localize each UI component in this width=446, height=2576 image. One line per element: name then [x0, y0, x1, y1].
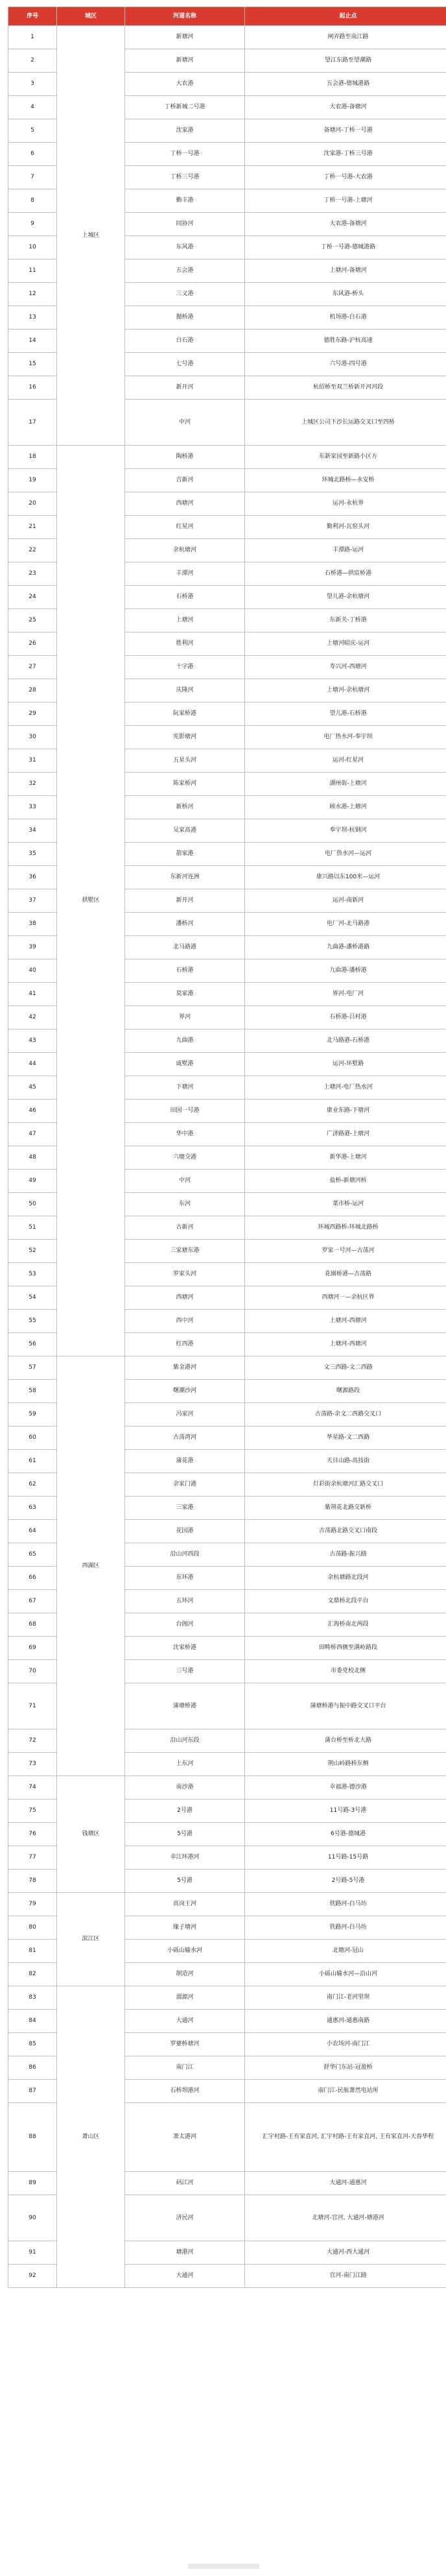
river-range: 天目山路-高技街: [245, 1450, 446, 1473]
river-name: 北马路港: [125, 936, 245, 959]
river-name: 新桥河: [125, 796, 245, 819]
row-number: 74: [8, 1776, 57, 1800]
row-number: 32: [8, 773, 57, 796]
river-name: 东风港: [125, 236, 245, 259]
row-number: 54: [8, 1286, 57, 1310]
river-range: 荆山岭路桥东侧: [245, 1753, 446, 1776]
river-range: 运河-南新河: [245, 889, 446, 913]
row-number: 28: [8, 679, 57, 703]
river-name: 丁桥新城二号港: [125, 96, 245, 119]
row-number: 30: [8, 726, 57, 749]
river-name: 西中河: [125, 1310, 245, 1333]
river-range: 曙源路段: [245, 1380, 446, 1403]
row-number: 63: [8, 1497, 57, 1520]
river-range: 备塘河-丁桥一号港: [245, 119, 446, 143]
row-number: 58: [8, 1380, 57, 1403]
river-range: 上塘河昭庆-运河: [245, 632, 446, 656]
table-row: [8, 446, 446, 469]
river-range: 运河-环墅路: [245, 1053, 446, 1076]
row-number: 44: [8, 1053, 57, 1076]
row-number: 81: [8, 1940, 57, 1963]
river-range: 丁桥一号港-上塘河: [245, 189, 446, 213]
row-number: 72: [8, 1729, 57, 1753]
river-range: 上塘河-备塘河: [245, 259, 446, 283]
river-name: 界河: [125, 1006, 245, 1029]
river-name: 幸江环港河: [125, 1846, 245, 1870]
row-number: 76: [8, 1823, 57, 1846]
row-number: 11: [8, 259, 57, 283]
river-range: 北马路港-石桥港: [245, 1029, 446, 1053]
river-name: 丰潭河: [125, 562, 245, 586]
river-range: 铁路河-白马坊: [245, 1916, 446, 1940]
river-name: 下塘河: [125, 1076, 245, 1100]
river-range: 新华港-上塘河: [245, 1146, 446, 1170]
row-number: 7: [8, 166, 57, 189]
row-number: 68: [8, 1613, 57, 1637]
river-name: 五环河: [125, 1590, 245, 1613]
row-number: 77: [8, 1846, 57, 1870]
river-range: 东风港-桥头: [245, 283, 446, 306]
row-number: 4: [8, 96, 57, 119]
row-number: 55: [8, 1310, 57, 1333]
district-cell: 滨江区: [57, 1893, 125, 1986]
river-name: 白石港: [125, 330, 245, 353]
river-name: 花园港: [125, 1520, 245, 1543]
row-number: 60: [8, 1426, 57, 1450]
river-name: 抛桥港: [125, 306, 245, 330]
row-number: 86: [8, 2056, 57, 2080]
river-name: 石桥港: [125, 959, 245, 983]
river-range: 罗家一号河—古荡河: [245, 1240, 446, 1263]
river-name: 古新河: [125, 1216, 245, 1240]
row-number: 3: [8, 73, 57, 96]
row-number: 69: [8, 1637, 57, 1660]
row-number: 85: [8, 2033, 57, 2056]
river-name: 西塘河: [125, 1286, 245, 1310]
river-range: 石桥港—拱宸桥港: [245, 562, 446, 586]
river-range: 界河-电厂河: [245, 983, 446, 1006]
river-range: 官河-南门江路: [245, 2265, 446, 2288]
river-range: 机场港-白石港: [245, 306, 446, 330]
row-number: 19: [8, 469, 57, 492]
river-name: 中河: [125, 400, 245, 446]
row-number: 42: [8, 1006, 57, 1029]
row-number: 22: [8, 539, 57, 562]
river-range: 花園桥港—古荡路: [245, 1263, 446, 1286]
row-number: 37: [8, 889, 57, 913]
river-name: 沿山河西段: [125, 1543, 245, 1567]
river-name: 5号港: [125, 1870, 245, 1893]
river-range: 丁桥一号港-德城港路: [245, 236, 446, 259]
river-name: 五星头河: [125, 749, 245, 773]
river-range: 丁桥一号港-大农港: [245, 166, 446, 189]
river-name: 丁桥一号港: [125, 143, 245, 166]
river-name: 十字港: [125, 656, 245, 679]
river-range: 九曲港-潘桥港: [245, 959, 446, 983]
row-number: 36: [8, 866, 57, 889]
row-number: 40: [8, 959, 57, 983]
river-range: 铁路河-白马坊: [245, 1893, 446, 1916]
river-name: 三家塘东港: [125, 1240, 245, 1263]
row-number: 35: [8, 843, 57, 866]
river-name: 箭家港: [125, 843, 245, 866]
river-range: 蒲塘桥港与振中路交叉口平台: [245, 1683, 446, 1729]
row-number: 23: [8, 562, 57, 586]
river-range: 上塘河-西塘河: [245, 1333, 446, 1356]
river-name: 潘桥河: [125, 913, 245, 936]
river-range: 运河-永杭界: [245, 492, 446, 516]
river-range: 望儿港-余杭塘河: [245, 586, 446, 609]
river-name: 罗家头河: [125, 1263, 245, 1286]
row-number: 66: [8, 1567, 57, 1590]
river-name: 三义港: [125, 283, 245, 306]
row-number: 59: [8, 1403, 57, 1426]
river-range: 六号港-四号港: [245, 353, 446, 376]
river-name: 大通河: [125, 2010, 245, 2033]
table-row: [8, 1776, 446, 1800]
row-number: 62: [8, 1473, 57, 1497]
district-cell: 上城区: [57, 26, 125, 446]
river-name: 九曲港: [125, 1029, 245, 1053]
river-range: 湖州街-上塘河: [245, 773, 446, 796]
row-number: 12: [8, 283, 57, 306]
row-number: 80: [8, 1916, 57, 1940]
river-range: 沈家港-丁桥三号港: [245, 143, 446, 166]
river-range: 通惠河-通惠南路: [245, 2010, 446, 2033]
table-row: [8, 26, 446, 49]
river-range: 余杭塘路北段河: [245, 1567, 446, 1590]
river-name: 同协河: [125, 213, 245, 236]
river-name: 宪影塘河: [125, 726, 245, 749]
row-number: 31: [8, 749, 57, 773]
row-number: 45: [8, 1076, 57, 1100]
river-name: 三家港: [125, 1497, 245, 1520]
river-name: 大通河: [125, 2265, 245, 2288]
river-range: 田畴桥西侧至满岭路段: [245, 1637, 446, 1660]
river-range: 小砾山输水河—沿山河: [245, 1963, 446, 1986]
river-range: 南门江-老河里坝: [245, 1986, 446, 2010]
river-name: 紫金港河: [125, 1356, 245, 1380]
river-range: 康业东路-下塘河: [245, 1100, 446, 1123]
river-range: 电厂热水河-奉宇坝: [245, 726, 446, 749]
river-range: 九曲港-潘桥港路: [245, 936, 446, 959]
district-cell: 钱塘区: [57, 1776, 125, 1893]
river-range: 五会港-德城港路: [245, 73, 446, 96]
row-number: 2: [8, 49, 57, 73]
river-name: 新开河: [125, 889, 245, 913]
river-name: 古荡湾河: [125, 1426, 245, 1450]
river-range: 大农港-备塘河: [245, 96, 446, 119]
row-number: 57: [8, 1356, 57, 1380]
river-range: 上塘河-西塘河: [245, 1310, 446, 1333]
river-name: 沈家桥港: [125, 1637, 245, 1660]
river-name: 东环港: [125, 1567, 245, 1590]
river-range: 闸弄路至南江路: [245, 26, 446, 49]
river-name: 台阁河: [125, 1613, 245, 1637]
row-number: 75: [8, 1800, 57, 1823]
river-name: 七号港: [125, 353, 245, 376]
river-name: 陶桥港: [125, 446, 245, 469]
row-number: 73: [8, 1753, 57, 1776]
river-name: 塘港河: [125, 2241, 245, 2265]
river-name: 中河: [125, 1170, 245, 1193]
river-name: 庆隆河: [125, 679, 245, 703]
river-name: 制造河: [125, 1963, 245, 1986]
row-number: 65: [8, 1543, 57, 1567]
river-table-sheet: [8, 6, 438, 2288]
row-number: 24: [8, 586, 57, 609]
river-name: 南沙港: [125, 1776, 245, 1800]
river-name: 余家门港: [125, 1473, 245, 1497]
river-name: 红西港: [125, 1333, 245, 1356]
table-body: [8, 26, 446, 2288]
district-cell: 西湖区: [57, 1356, 125, 1776]
river-name: 新塘河: [125, 49, 245, 73]
river-name: 曙潮沙河: [125, 1380, 245, 1403]
river-range: 菜市桥-运河: [245, 1193, 446, 1216]
row-number: 70: [8, 1660, 57, 1683]
river-name: 沿山河东段: [125, 1729, 245, 1753]
river-name: 余杭塘河: [125, 539, 245, 562]
row-number: 27: [8, 656, 57, 679]
river-range: 灯彩街余杭塘河汇路交叉口: [245, 1473, 446, 1497]
river-name: 戚墅港: [125, 1053, 245, 1076]
river-range: 寿兴河-西塘河: [245, 656, 446, 679]
river-range: 文鼎桥北段平台: [245, 1590, 446, 1613]
river-range: 紫荆花北路交新桥: [245, 1497, 446, 1520]
row-number: 52: [8, 1240, 57, 1263]
row-number: 89: [8, 2172, 57, 2195]
row-number: 25: [8, 609, 57, 632]
river-range: 丰潭路-运河: [245, 539, 446, 562]
river-name: 新塘河: [125, 26, 245, 49]
river-range: 望儿港-石桥港: [245, 703, 446, 726]
river-name: 码江河: [125, 2172, 245, 2195]
row-number: 39: [8, 936, 57, 959]
river-range: 北塘河-官河, 大通河-塘港河: [245, 2195, 446, 2241]
table-row: [8, 1356, 446, 1380]
row-number: 5: [8, 119, 57, 143]
row-number: 18: [8, 446, 57, 469]
row-number: 83: [8, 1986, 57, 2010]
river-range: 环城北路桥—永安桥: [245, 469, 446, 492]
district-cell: 萧山区: [57, 1986, 125, 2288]
row-number: 51: [8, 1216, 57, 1240]
river-range: 汇海桥南北两段: [245, 1613, 446, 1637]
row-number: 15: [8, 353, 57, 376]
row-number: 16: [8, 376, 57, 400]
river-name: 萧太港河: [125, 2103, 245, 2172]
row-number: 33: [8, 796, 57, 819]
river-name: 石桥港: [125, 586, 245, 609]
river-name: 上塘河: [125, 609, 245, 632]
river-name: 南门江: [125, 2056, 245, 2080]
table-row: [8, 1893, 446, 1916]
river-range: 顾水港-上塘河: [245, 796, 446, 819]
river-range: 北塘河-冠山: [245, 1940, 446, 1963]
river-range: 德胜东路-沪杭高速: [245, 330, 446, 353]
river-name: 东新河连洲: [125, 866, 245, 889]
river-name: 冯家河: [125, 1403, 245, 1426]
header-range: 起止点: [245, 7, 446, 26]
row-number: 79: [8, 1893, 57, 1916]
row-number: 53: [8, 1263, 57, 1286]
river-range: 广济路港-上塘河: [245, 1123, 446, 1146]
row-number: 64: [8, 1520, 57, 1543]
row-number: 87: [8, 2080, 57, 2103]
river-range: 望江东路至望潮路: [245, 49, 446, 73]
river-name: 沈家港: [125, 119, 245, 143]
river-name: 2号港: [125, 1800, 245, 1823]
river-name: 六塘交港: [125, 1146, 245, 1170]
row-number: 9: [8, 213, 57, 236]
row-number: 8: [8, 189, 57, 213]
row-number: 92: [8, 2265, 57, 2288]
row-number: 10: [8, 236, 57, 259]
river-name: 5号港: [125, 1823, 245, 1846]
river-range: 南门江-民航萧然电站所: [245, 2080, 446, 2103]
river-range: 东新家园至新路小区方: [245, 446, 446, 469]
river-name: 吴家高港: [125, 819, 245, 843]
page-footer-bar: [188, 2564, 259, 2569]
row-number: 61: [8, 1450, 57, 1473]
river-name: 石桥坝港河: [125, 2080, 245, 2103]
river-range: 奉宇坝-杭钢河: [245, 819, 446, 843]
row-number: 56: [8, 1333, 57, 1356]
river-name: 丁桥三号港: [125, 166, 245, 189]
header-no: 序号: [8, 7, 57, 26]
river-name: 陈家桥河: [125, 773, 245, 796]
river-range: 东新关-丁桥港: [245, 609, 446, 632]
river-name: 蒲花港: [125, 1450, 245, 1473]
river-name: 东河: [125, 1193, 245, 1216]
river-name: 上东河: [125, 1753, 245, 1776]
river-range: 11号路-3号港: [245, 1800, 446, 1823]
table-header-row: [8, 7, 446, 26]
river-name: 三号港: [125, 1660, 245, 1683]
row-number: 90: [8, 2195, 57, 2241]
river-name: 华中港: [125, 1123, 245, 1146]
row-number: 21: [8, 516, 57, 539]
river-range: 杭绍桥至双兰桥新开河河段: [245, 376, 446, 400]
river-range: 古荡路北路交叉口南段: [245, 1520, 446, 1543]
river-range: 汇宇村路-王有家直河, 汇宇村路-王有家直河, 王有家直河-天春华程: [245, 2103, 446, 2172]
river-name: 莫家港: [125, 983, 245, 1006]
row-number: 34: [8, 819, 57, 843]
row-number: 17: [8, 400, 57, 446]
header-district: 城区: [57, 7, 125, 26]
river-range: 上城区公司下沙长运路交叉口至四桥: [245, 400, 446, 446]
river-range: 2号路-5号港: [245, 1870, 446, 1893]
row-number: 47: [8, 1123, 57, 1146]
river-range: 11号路-15号路: [245, 1846, 446, 1870]
row-number: 1: [8, 26, 57, 49]
river-table: [8, 6, 446, 2288]
river-range: 舒华门东站-冠盈桥: [245, 2056, 446, 2080]
river-name: 吉新河: [125, 469, 245, 492]
river-range: 电厂河-北马路港: [245, 913, 446, 936]
river-range: 文三西路-文二西路: [245, 1356, 446, 1380]
row-number: 6: [8, 143, 57, 166]
river-range: 大通河-通惠河: [245, 2172, 446, 2195]
river-range: 幸福港-德沙港: [245, 1776, 446, 1800]
row-number: 50: [8, 1193, 57, 1216]
district-cell: 拱墅区: [57, 446, 125, 1356]
river-name: 西塘河: [125, 492, 245, 516]
row-number: 13: [8, 306, 57, 330]
row-number: 49: [8, 1170, 57, 1193]
river-name: 小砾山输水河: [125, 1940, 245, 1963]
river-range: 环城西路桥-环城北路桥: [245, 1216, 446, 1240]
row-number: 48: [8, 1146, 57, 1170]
river-name: 五会港: [125, 259, 245, 283]
row-number: 38: [8, 913, 57, 936]
row-number: 14: [8, 330, 57, 353]
river-name: 缘子塘河: [125, 1916, 245, 1940]
row-number: 71: [8, 1683, 57, 1729]
river-range: 上塘河-电厂热水河: [245, 1076, 446, 1100]
river-name: 高岗王河: [125, 1893, 245, 1916]
river-range: 运河-红星河: [245, 749, 446, 773]
river-name: 济民河: [125, 2195, 245, 2241]
river-range: 康兴路以东100米—运河: [245, 866, 446, 889]
river-range: 石桥港-吕村港: [245, 1006, 446, 1029]
river-name: 新开河: [125, 376, 245, 400]
row-number: 43: [8, 1029, 57, 1053]
river-name: 溜源河: [125, 1986, 245, 2010]
river-name: 胜利河: [125, 632, 245, 656]
row-number: 78: [8, 1870, 57, 1893]
row-number: 26: [8, 632, 57, 656]
river-range: 华星路-文二西路: [245, 1426, 446, 1450]
river-range: 西塘河一—余杭区界: [245, 1286, 446, 1310]
river-range: 大农港-备塘河: [245, 213, 446, 236]
river-range: 6号港-德城港: [245, 1823, 446, 1846]
river-range: 盐桥-新塘河桥: [245, 1170, 446, 1193]
river-range: 小农场河-南门江: [245, 2033, 446, 2056]
river-range: 上塘河-余杭塘河: [245, 679, 446, 703]
river-range: 蒲台桥至桥北大路: [245, 1729, 446, 1753]
row-number: 46: [8, 1100, 57, 1123]
row-number: 82: [8, 1963, 57, 1986]
river-name: 大农港: [125, 73, 245, 96]
river-name: 勤丰港: [125, 189, 245, 213]
river-name: 阮家桥港: [125, 703, 245, 726]
header-river: 河道名称: [125, 7, 245, 26]
river-range: 市委党校北侧: [245, 1660, 446, 1683]
row-number: 67: [8, 1590, 57, 1613]
row-number: 29: [8, 703, 57, 726]
river-range: 大通河-西大通河: [245, 2241, 446, 2265]
river-name: 红星河: [125, 516, 245, 539]
river-name: 田园一号港: [125, 1100, 245, 1123]
river-name: 罗婆桥塘河: [125, 2033, 245, 2056]
table-row: [8, 1986, 446, 2010]
row-number: 20: [8, 492, 57, 516]
row-number: 41: [8, 983, 57, 1006]
row-number: 91: [8, 2241, 57, 2265]
river-range: 勤利河-瓦窑头河: [245, 516, 446, 539]
river-name: 蒲塘桥港: [125, 1683, 245, 1729]
river-range: 古荡路-余文二西路交叉口: [245, 1403, 446, 1426]
row-number: 84: [8, 2010, 57, 2033]
row-number: 88: [8, 2103, 57, 2172]
river-range: 电厂热水河—运河: [245, 843, 446, 866]
river-range: 古荡路-振兴路: [245, 1543, 446, 1567]
